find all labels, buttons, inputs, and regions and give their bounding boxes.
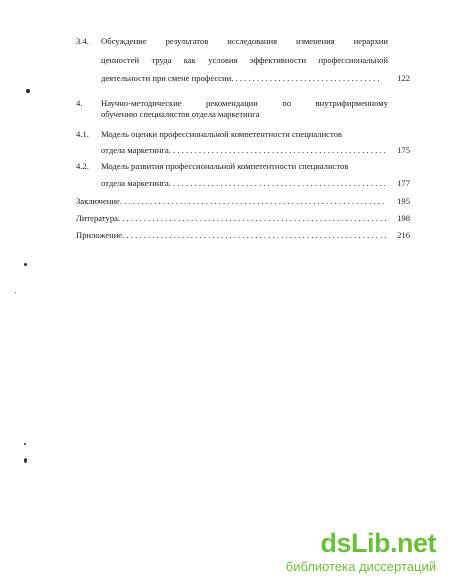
word: результатов: [165, 36, 209, 46]
dot-leader: [169, 145, 385, 156]
toc-entry-3-4-title-line-1: [101, 36, 388, 47]
toc-entry-literature-label: Литература: [76, 213, 118, 223]
toc-entry-4-2-number: 4.2.: [76, 161, 89, 171]
word: Обсуждение: [101, 36, 147, 46]
word: Научно-методические: [101, 98, 182, 108]
scan-speck: [24, 263, 27, 266]
word: эффективности: [249, 55, 307, 65]
toc-entry-4-2-title-line-1: Модель развития профессиональной компетентности специалистов: [101, 161, 349, 171]
toc-entry-conclusion-label: Заключение: [76, 196, 120, 206]
toc-entry-4-2-title-line-2: [101, 178, 385, 189]
word: как: [183, 55, 196, 65]
word: профессиональной: [318, 55, 388, 65]
toc-entry-4-1-title-line-2: [101, 145, 385, 156]
toc-entry-3-4-page: 122: [397, 73, 410, 83]
toc-entry-conclusion-page: 195: [397, 196, 410, 206]
word: изменения: [296, 36, 335, 46]
toc-entry-3-4-title-line-3: [101, 73, 381, 84]
dot-leader: [231, 73, 381, 84]
toc-entry-3-4-title-end: деятельности при смене профессии: [101, 73, 232, 83]
toc-entry-conclusion: [76, 196, 386, 207]
toc-entry-literature: [76, 213, 386, 224]
toc-entry-4-1-title-line-1: Модель оценки профессиональной компетентности специалистов: [101, 129, 342, 139]
word: труда: [151, 55, 172, 65]
scan-speck: [26, 89, 30, 93]
toc-entry-appendix-label: Приложение: [76, 230, 123, 240]
toc-entry-4-number: 4.: [76, 98, 83, 108]
word: иерархии: [353, 36, 388, 46]
word: рекомендации: [206, 98, 258, 108]
toc-entry-4-1-number: 4.1.: [76, 129, 89, 139]
toc-entry-4-1-title-end: отдела маркетинга: [101, 145, 169, 155]
scan-speck: [24, 443, 26, 445]
toc-entry-3-4-title-line-2: [101, 55, 388, 66]
toc-entry-appendix-page: 216: [397, 230, 410, 240]
word: внутрифирменному: [315, 98, 388, 108]
dslib-subtitle: библиотека диссертаций: [285, 559, 436, 574]
dot-leader: [169, 178, 385, 189]
word: условия: [208, 55, 238, 65]
toc-entry-appendix: [76, 230, 386, 241]
toc-entry-4-title-line-1: [101, 98, 388, 109]
toc-entry-4-2-page: 177: [397, 178, 410, 188]
toc-entry-3-4-number: 3.4.: [76, 36, 89, 46]
toc-entry-4-1-page: 175: [397, 145, 410, 155]
word: по: [282, 98, 292, 108]
scan-speck: [15, 292, 16, 293]
toc-entry-4-title-line-2: обучению специалистов отдела маркетинга: [101, 109, 260, 119]
toc-entry-4-2-title-end: отдела маркетинга: [101, 178, 169, 188]
word: ценностей: [101, 55, 140, 65]
toc-entry-literature-page: 198: [397, 213, 410, 223]
dot-leader: [120, 196, 386, 207]
dslib-watermark: [286, 528, 436, 578]
word: исследования: [227, 36, 278, 46]
dot-leader: [122, 230, 386, 241]
dslib-logo: dsLib.net: [320, 528, 436, 558]
scan-speck: [24, 458, 27, 463]
dot-leader: [118, 213, 386, 224]
